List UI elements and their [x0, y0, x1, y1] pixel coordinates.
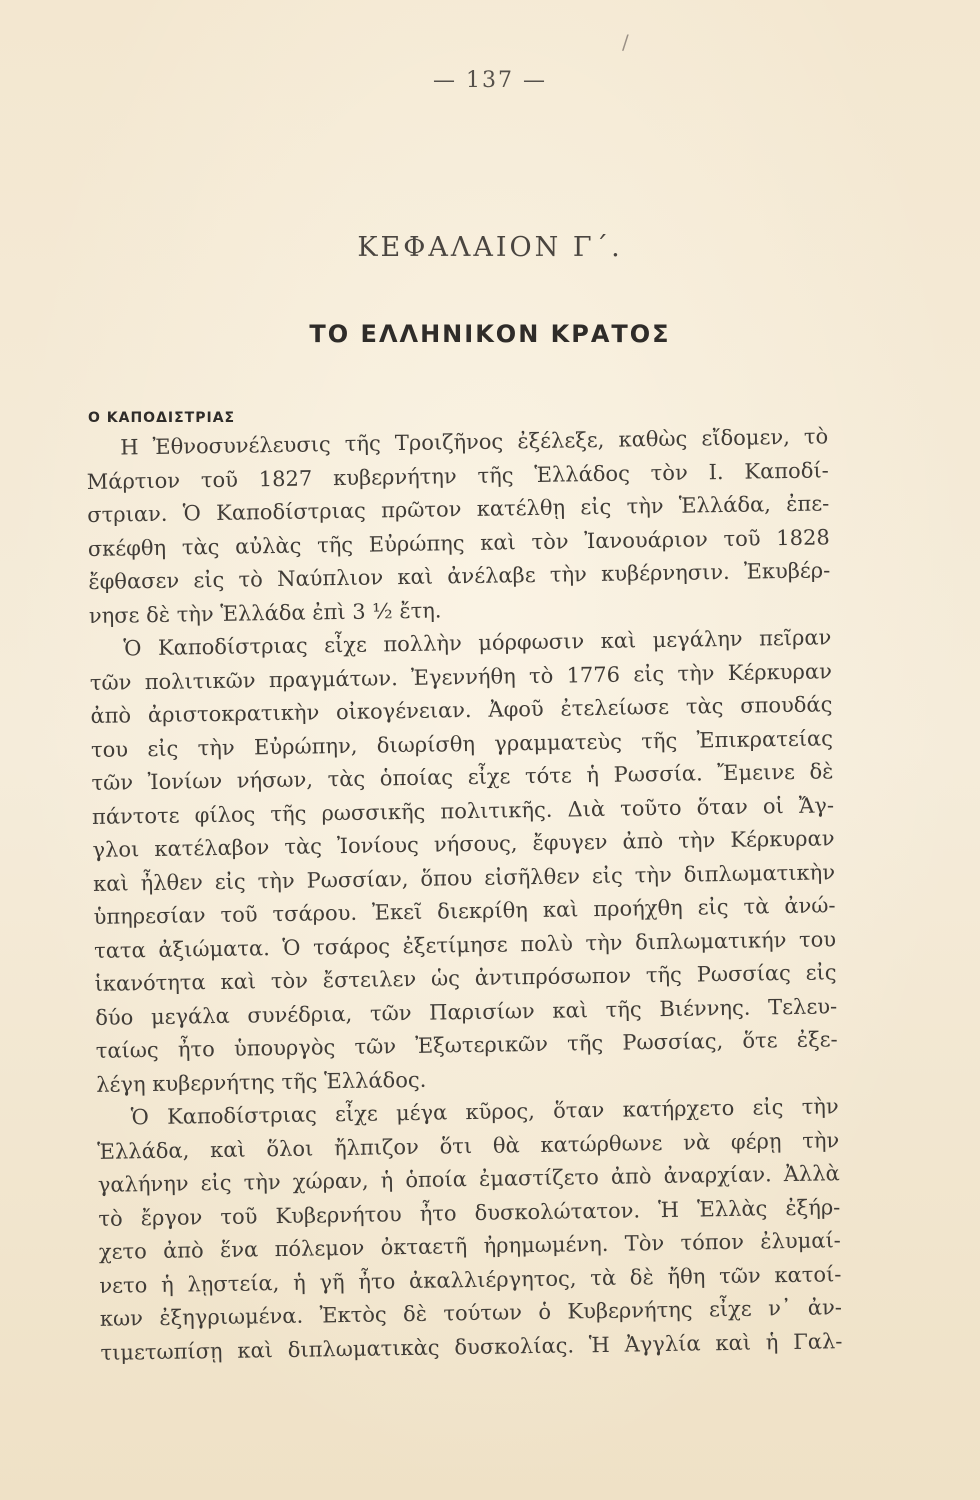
text-line: νετο ἡ λῃστεία, ἡ γῆ ἦτο ἀκαλλιέργητος, τὰ δὲ ἤθη τῶν κατοί- [99, 1261, 842, 1298]
text-line: ἔφθασεν εἰς τὸ Ναύπλιον καὶ ἀνέλαβε τὴν κυβέρνησιν. Ἐκυβέρ- [88, 558, 831, 594]
text-line: ὑπηρεσίαν τοῦ τσάρου. Ἐκεῖ διεκρίθη καὶ προήχθη εἰς τὰ ἀνώ- [93, 893, 836, 929]
text-line: λέγη κυβερνήτης τῆς Ἑλλάδος. [96, 1067, 427, 1097]
text-line: γλοι κατέλαβον τὰς Ἰονίους νήσους, ἔφυγεν ἀπὸ τὴν Κέρκυραν [92, 826, 835, 862]
text-line: τῶν Ἰονίων νήσων, τὰς ὁποίας εἶχε τότε ἡ Ρωσσία. Ἔμεινε δὲ [91, 759, 834, 795]
text-line: γαλήνην εἰς τὴν χώραν, ἡ ὁποία ἐμαστίζετο ἀπὸ ἀναρχίαν. Ἀλλὰ [97, 1161, 840, 1197]
text-line: ἀπὸ ἀριστοκρατικὴν οἰκογένειαν. Ἀφοῦ ἐτελείωσε τὰς σπουδάς [90, 692, 833, 728]
text-line: σκέφθη τὰς αὐλὰς τῆς Εὐρώπης καὶ τὸν Ἰανουάριον τοῦ 1828 [87, 524, 830, 561]
text-line: νησε δὲ τὴν Ἑλλάδα ἐπὶ 3 ½ ἔτη. [88, 597, 442, 628]
section-title: ΤΟ ΕΛΛΗΝΙΚΟΝ ΚΡΑΤΟΣ [309, 320, 671, 348]
text-line: Μάρτιον τοῦ 1827 κυβερνήτην τῆς Ἑλλάδος τὸν Ι. Καποδί- [86, 457, 829, 494]
text-line: χετο ἀπὸ ἕνα πόλεμον ὀκταετῆ ἠρημωμένη. Τὸν τόπον ἐλυμαί- [98, 1228, 841, 1264]
subheading: Ο ΚΑΠΟΔΙΣΤΡΙΑΣ [88, 410, 236, 426]
text-line: δύο μεγάλα συνέδρια, τῶν Παρισίων καὶ τῆς Βιέννης. Τελευ- [95, 993, 838, 1030]
text-line: του εἰς τὴν Εὐρώπην, διωρίσθη γραμματεὺς τῆς Ἐπικρατείας [90, 725, 834, 762]
page-number: — 137 — [433, 68, 547, 93]
text-line: στριαν. Ὁ Καποδίστριας πρῶτον κατέλθῃ εἰς τὴν Ἑλλάδα, ἐπε- [87, 491, 830, 527]
text-line: ταίως ἦτο ὑπουργὸς τῶν Ἐξωτερικῶν τῆς Ρωσσίας, ὅτε ἐξε- [95, 1027, 838, 1063]
pencil-mark: / [622, 30, 629, 54]
text-line: τὸ ἔργον τοῦ Κυβερνήτου ἦτο δυσκολώτατον. Ἡ Ἑλλὰς ἐξήρ- [98, 1194, 841, 1231]
text-line: Η Ἐθνοσυνέλευσις τῆς Τροιζῆνος ἐξέλεξε, καθὼς εἴδομεν, τὸ [120, 424, 829, 460]
text-line: τῶν πολιτικῶν πραγμάτων. Ἐγεννήθη τὸ 1776 εἰς τὴν Κέρκυραν [89, 658, 833, 695]
text-line: καὶ ἦλθεν εἰς τὴν Ρωσσίαν, ὅπου εἰσῆλθεν εἰς τὴν διπλωματικὴν [92, 859, 836, 896]
chapter-heading: ΚΕΦΑΛΑΙΟΝ Γ΄. [357, 232, 623, 263]
text-line: κων ἐξηγριωμένα. Ἐκτὸς δὲ τούτων ὁ Κυβερνήτης εἶχε ν᾽ ἀν- [99, 1295, 843, 1331]
text-line: Ἑλλάδα, καὶ ὅλοι ἤλπιζον ὅτι θὰ κατώρθωνε νὰ φέρῃ τὴν [97, 1127, 840, 1164]
text-line: Ὁ Καποδίστριας εἶχε πολλὴν μόρφωσιν καὶ μεγάλην πεῖραν [123, 625, 832, 661]
text-line: Ὁ Καποδίστριας εἶχε μέγα κῦρος, ὅταν κατήρχετο εἰς τὴν [130, 1094, 839, 1130]
text-line: ἱκανότητα καὶ τὸν ἔστειλεν ὡς ἀντιπρόσωπον τῆς Ρωσσίας εἰς [94, 960, 837, 996]
text-line: τατα ἀξιώματα. Ὁ τσάρος ἐξετίμησε πολὺ τὴν διπλωματικήν του [93, 926, 837, 963]
text-line: τιμετωπίσῃ καὶ διπλωματικὰς δυσκολίας. Ἡ Ἀγγλία καὶ ἡ Γαλ- [100, 1328, 843, 1365]
body-text [86, 420, 843, 1370]
text-line: πάντοτε φίλος τῆς ρωσσικῆς πολιτικῆς. Διὰ τοῦτο ὅταν οἱ Ἄγ- [91, 792, 835, 829]
